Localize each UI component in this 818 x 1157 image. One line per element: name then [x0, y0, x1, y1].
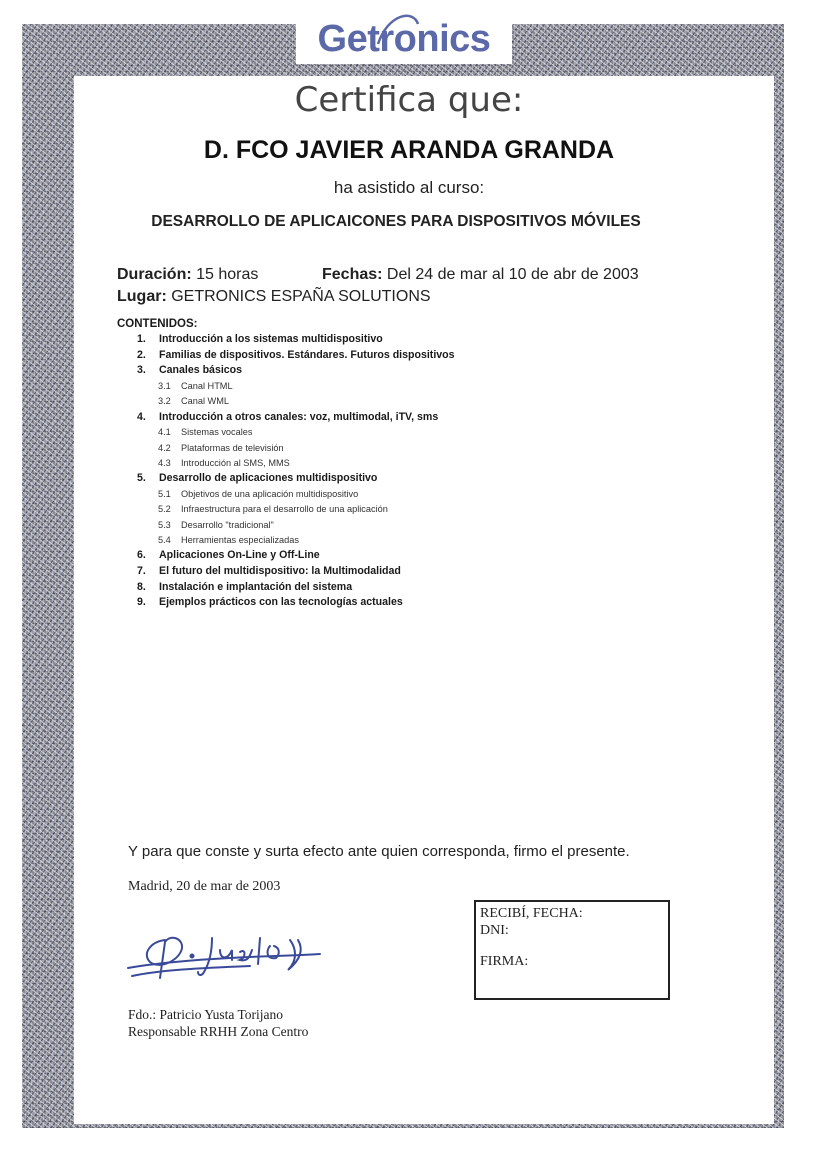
place-date: Madrid, 20 de mar de 2003 [128, 879, 281, 894]
sub-list-item: 4.3 Introducción al SMS, MMS [158, 457, 290, 468]
sub-list-item: 3.1 Canal HTML [158, 380, 233, 391]
closing-statement: Y para que conste y surta efecto ante quien corresponda, firmo el presente. [128, 843, 630, 860]
place-label: Lugar: [117, 288, 167, 305]
sub-list-item: 5.2 Infraestructura para el desarrollo de una aplicación [158, 504, 388, 515]
dates-label: Fechas: [322, 266, 383, 283]
list-item: 6. Aplicaciones On-Line y Off-Line [137, 549, 320, 562]
received-date-label: RECIBÍ, FECHA: [480, 906, 583, 921]
handwritten-signature [120, 920, 330, 990]
dates-value: Del 24 de mar al 10 de abr de 2003 [386, 266, 639, 283]
signer-name: Fdo.: Patricio Yusta Torijano [128, 1007, 284, 1022]
certificate-title: Certifica que: [294, 80, 524, 120]
list-item: 3. Canales básicos [137, 364, 243, 377]
logo-swirl-icon [368, 4, 428, 64]
list-item: 4. Introducción a otros canales: voz, multimodal, iTV, sms [137, 410, 439, 423]
place-value: GETRONICS ESPAÑA SOLUTIONS [171, 288, 431, 305]
duration-line [117, 266, 258, 284]
duration-label: Duración: [117, 266, 192, 283]
recipient-name: D. FCO JAVIER ARANDA GRANDA [203, 136, 615, 164]
signature-label: FIRMA: [480, 954, 529, 969]
place-line [117, 288, 431, 306]
course-name: DESARROLLO DE APLICAICONES PARA DISPOSITIVOS MÓVILES [151, 213, 641, 230]
logo-text: Getronics [317, 18, 491, 60]
sub-list-item: 3.2 Canal WML [158, 396, 229, 407]
receipt-box [474, 900, 670, 1000]
list-item: 7. El futuro del multidispositivo: la Multimodalidad [137, 565, 401, 578]
contents-list [117, 318, 677, 611]
list-item: 8. Instalación e implantación del sistema [137, 580, 353, 593]
signer-block [128, 1006, 308, 1040]
attended-text: ha asistido al curso: [333, 178, 485, 197]
list-item: 5. Desarrollo de aplicaciones multidispositivo [137, 472, 378, 485]
signer-role: Responsable RRHH Zona Centro [128, 1024, 309, 1039]
sub-list-item: 5.3 Desarrollo "tradicional" [158, 519, 274, 530]
contents-title: CONTENIDOS: [117, 318, 198, 330]
sub-list-item: 4.1 Sistemas vocales [158, 427, 253, 438]
sub-list-item: 4.2 Plataformas de televisión [158, 442, 284, 453]
list-item: 2. Familias de dispositivos. Estándares. Futuros dispositivos [137, 348, 455, 361]
list-item: 9. Ejemplos prácticos con las tecnologías actuales [137, 596, 403, 609]
duration-value: 15 horas [196, 266, 259, 283]
dates-line [322, 266, 639, 284]
sub-list-item: 5.1 Objetivos de una aplicación multidispositivo [158, 488, 359, 499]
list-item: 1. Introducción a los sistemas multidispositivo [137, 333, 383, 345]
sub-list-item: 5.4 Herramientas especializadas [158, 535, 299, 546]
dni-label: DNI: [480, 923, 509, 938]
